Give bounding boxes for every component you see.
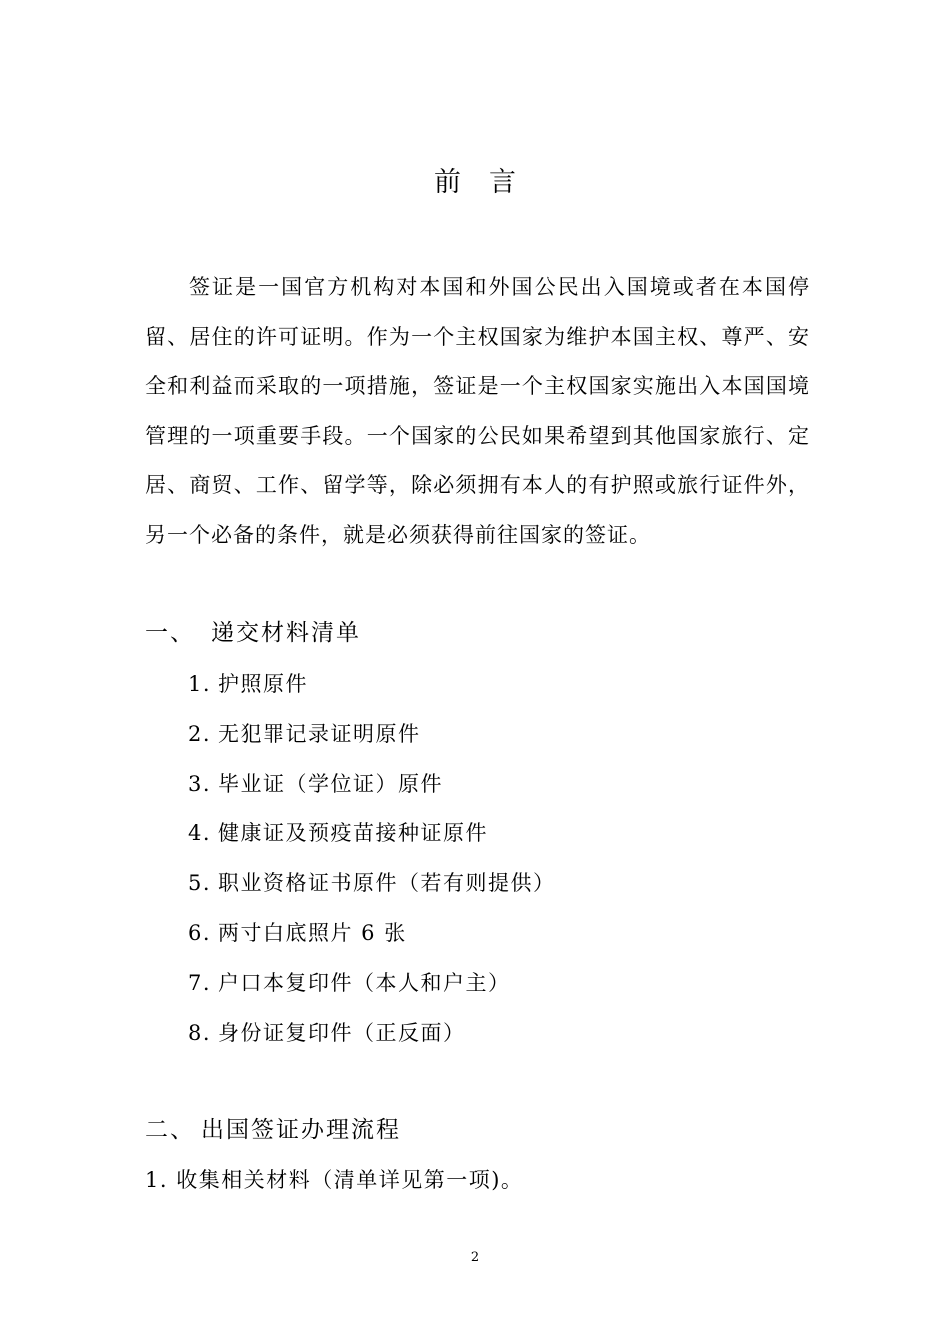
item-number: 3. bbox=[188, 771, 212, 796]
item-text: 护照原件 bbox=[218, 672, 308, 696]
item-number: 5. bbox=[188, 871, 212, 896]
process-step bbox=[145, 1160, 523, 1200]
step-number: 1. bbox=[145, 1168, 169, 1192]
list-item bbox=[188, 863, 556, 913]
item-number: 4. bbox=[188, 821, 212, 846]
list-item bbox=[188, 714, 556, 764]
list-item bbox=[188, 813, 556, 863]
section-title: 递交材料清单 bbox=[211, 620, 361, 646]
item-number: 7. bbox=[188, 970, 212, 995]
section-heading-materials bbox=[145, 614, 361, 647]
section-number: 二、 bbox=[145, 1117, 195, 1143]
intro-paragraph: 签证是一国官方机构对本国和外国公民出入国境或者在本国停留、居住的许可证明。作为一个主权国家为维护本国主权、尊严、安全和利益而采取的一项措施，签证是一个主权国家实施出入本国国境管理的一项重要手段。一个国家的公民如果希望到其他国家旅行、定居、商贸、工作、留学等，除必须拥有本人的有护照或旅行证件外，另一个必备的条件，就是必须获得前往国家的签证。 bbox=[145, 275, 810, 547]
list-item bbox=[188, 764, 556, 814]
item-text: 健康证及预疫苗接种证原件 bbox=[218, 821, 488, 846]
item-number: 2. bbox=[188, 721, 212, 746]
page-title: 前言 bbox=[434, 167, 544, 198]
page-number: 2 bbox=[470, 1250, 480, 1265]
item-text: 身份证复印件（正反面） bbox=[218, 1020, 466, 1045]
materials-list bbox=[188, 664, 556, 1062]
section-heading-process bbox=[145, 1111, 401, 1144]
list-item bbox=[188, 963, 556, 1013]
item-number: 6. bbox=[188, 920, 212, 945]
item-text: 无犯罪记录证明原件 bbox=[218, 721, 421, 746]
item-text: 职业资格证书原件（若有则提供） bbox=[218, 871, 556, 896]
item-text: 两寸白底照片 6 张 bbox=[218, 920, 407, 945]
item-number: 8. bbox=[188, 1020, 212, 1045]
item-text: 户口本复印件（本人和户主） bbox=[218, 970, 511, 995]
item-text: 毕业证（学位证）原件 bbox=[218, 771, 443, 796]
list-item bbox=[188, 913, 556, 963]
list-item bbox=[188, 1013, 556, 1063]
list-item bbox=[188, 664, 556, 714]
item-number: 1. bbox=[188, 672, 212, 696]
section-number: 一、 bbox=[145, 620, 195, 646]
step-text: 收集相关材料（清单详见第一项)。 bbox=[176, 1168, 524, 1192]
section-title: 出国签证办理流程 bbox=[201, 1117, 401, 1143]
